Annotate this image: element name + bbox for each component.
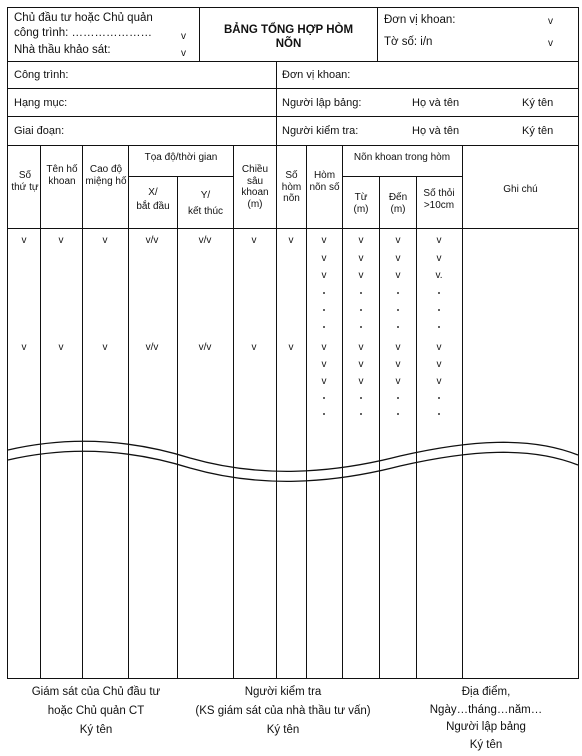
col-header-box-number: Hòm nõn số (309, 170, 340, 193)
supervisor-title-line2: hoặc Chủ quản CT (47, 705, 145, 717)
row2c-pieces: v (436, 376, 442, 387)
col-header-box-count: Số hòm nõn (281, 170, 302, 204)
col-header-pieces: Số thỏi >10cm (423, 188, 455, 211)
supervisor-sign: Ký tên (79, 724, 113, 736)
row2-no: v (21, 342, 27, 353)
row1-x: v/v (145, 235, 159, 246)
prepared-by-label: Người lập bảng: (282, 97, 362, 109)
prepared-full-name: Họ và tên (412, 97, 460, 109)
col-header-from: Từ (m) (353, 192, 369, 215)
inspector-signature-block (178, 683, 388, 740)
project-label: Công trình: (14, 69, 69, 81)
contractor-label: Nhà thầu khảo sát: (14, 44, 111, 56)
row2-to: v (395, 342, 401, 353)
inspector-title-line2: (KS giám sát của nhà thầu tư vấn) (195, 705, 371, 717)
row1c-pieces: v. (435, 270, 443, 281)
sheet-number: Tờ số: i/n (384, 36, 433, 48)
owner-mark: v (181, 31, 186, 42)
row1c-from: v (358, 270, 364, 281)
owner-label: Chủ đầu tư hoặc Chủ quản (14, 12, 153, 24)
ellipsis-dot (323, 309, 325, 311)
col-header-x: X/ (148, 187, 158, 198)
row2-depth: v (251, 342, 257, 353)
col-header-y-end: kết thúc (187, 206, 224, 217)
row1-y: v/v (198, 235, 212, 246)
row1-hole-name: v (58, 235, 64, 246)
row1b-to: v (395, 253, 401, 264)
ellipsis-dot (438, 397, 440, 399)
row1-box-count: v (288, 235, 294, 246)
drill-unit-label: Đơn vị khoan: (384, 14, 456, 26)
place-date-line1: Địa điểm, (461, 686, 511, 698)
col-header-elevation: Cao độ miệng hố (85, 164, 127, 187)
checked-by-label: Người kiểm tra: (282, 125, 359, 137)
row2c-to: v (395, 376, 401, 387)
ellipsis-dot (438, 309, 440, 311)
row2-hole-name: v (58, 342, 64, 353)
owner-field: công trình: ………………… (14, 27, 153, 39)
ellipsis-dot (397, 292, 399, 294)
sheet-mark: v (548, 38, 553, 49)
ellipsis-dot (438, 292, 440, 294)
form-title-line2: NÕN (275, 38, 302, 50)
col-header-depth: Chiều sâu khoan (m) (241, 164, 269, 210)
place-date-line2: Ngày…tháng…năm… (429, 703, 543, 716)
ellipsis-dot (360, 326, 362, 328)
row1-box-number: v (321, 235, 327, 246)
row2-box-count: v (288, 342, 294, 353)
form-title-line1: BẢNG TỔNG HỢP HÒM (223, 24, 354, 36)
ellipsis-dot (360, 397, 362, 399)
ellipsis-dot (397, 413, 399, 415)
checked-signature: Ký tên (522, 125, 554, 137)
row1c-box-number: v (321, 270, 327, 281)
ellipsis-dot (397, 326, 399, 328)
prepared-signature: Ký tên (522, 97, 554, 109)
ellipsis-dot (438, 413, 440, 415)
col-header-x-start: bắt đầu (136, 201, 170, 212)
preparer-sign: Ký tên (469, 738, 503, 751)
supervisor-signature-block (6, 683, 186, 740)
row1-elevation: v (102, 235, 108, 246)
contractor-mark: v (181, 48, 186, 59)
ellipsis-dot (323, 292, 325, 294)
inspector-title-line1: Người kiểm tra (244, 686, 322, 698)
break-lines (8, 441, 578, 481)
row2c-from: v (358, 376, 364, 387)
inspector-sign: Ký tên (266, 724, 300, 736)
row2b-pieces: v (436, 359, 442, 370)
ellipsis-dot (397, 397, 399, 399)
row1-from: v (358, 235, 364, 246)
col-header-to: Đến (m) (388, 192, 408, 215)
row2-y: v/v (198, 342, 212, 353)
row2-box-number: v (321, 342, 327, 353)
supervisor-title-line1: Giám sát của Chủ đầu tư (31, 686, 161, 698)
col-header-no: Số thứ tự (11, 170, 39, 193)
ellipsis-dot (323, 326, 325, 328)
row2-from: v (358, 342, 364, 353)
ellipsis-dot (323, 397, 325, 399)
row2b-from: v (358, 359, 364, 370)
ellipsis-dot (397, 309, 399, 311)
row1c-to: v (395, 270, 401, 281)
preparer-signature-block (396, 684, 576, 754)
col-header-hole-name: Tên hố khoan (46, 164, 78, 187)
col-header-coordinates: Tọa độ/thời gian (144, 152, 218, 163)
ellipsis-dot (323, 413, 325, 415)
row1b-pieces: v (436, 253, 442, 264)
row1-no: v (21, 235, 27, 246)
row1-pieces: v (436, 235, 442, 246)
row2-elevation: v (102, 342, 108, 353)
row2b-to: v (395, 359, 401, 370)
row2-x: v/v (145, 342, 159, 353)
row2c-box-number: v (321, 376, 327, 387)
row2-pieces: v (436, 342, 442, 353)
preparer-title: Người lập bảng (446, 721, 526, 733)
ellipsis-dot (360, 309, 362, 311)
item-label: Hạng mục: (14, 97, 68, 109)
ellipsis-dot (438, 326, 440, 328)
row1-to: v (395, 235, 401, 246)
ellipsis-dot (360, 413, 362, 415)
ellipsis-dot (360, 292, 362, 294)
col-header-notes: Ghi chú (503, 184, 538, 195)
row2b-box-number: v (321, 359, 327, 370)
row1-depth: v (251, 235, 257, 246)
col-header-core-in-box: Nõn khoan trong hòm (353, 152, 451, 163)
row1b-from: v (358, 253, 364, 264)
info-drill-unit-label: Đơn vị khoan: (282, 69, 351, 81)
stage-label: Giai đoạn: (14, 125, 65, 137)
drill-unit-mark: v (548, 16, 553, 27)
row1b-box-number: v (321, 253, 327, 264)
col-header-y: Y/ (200, 190, 211, 201)
checked-full-name: Họ và tên (412, 125, 460, 137)
